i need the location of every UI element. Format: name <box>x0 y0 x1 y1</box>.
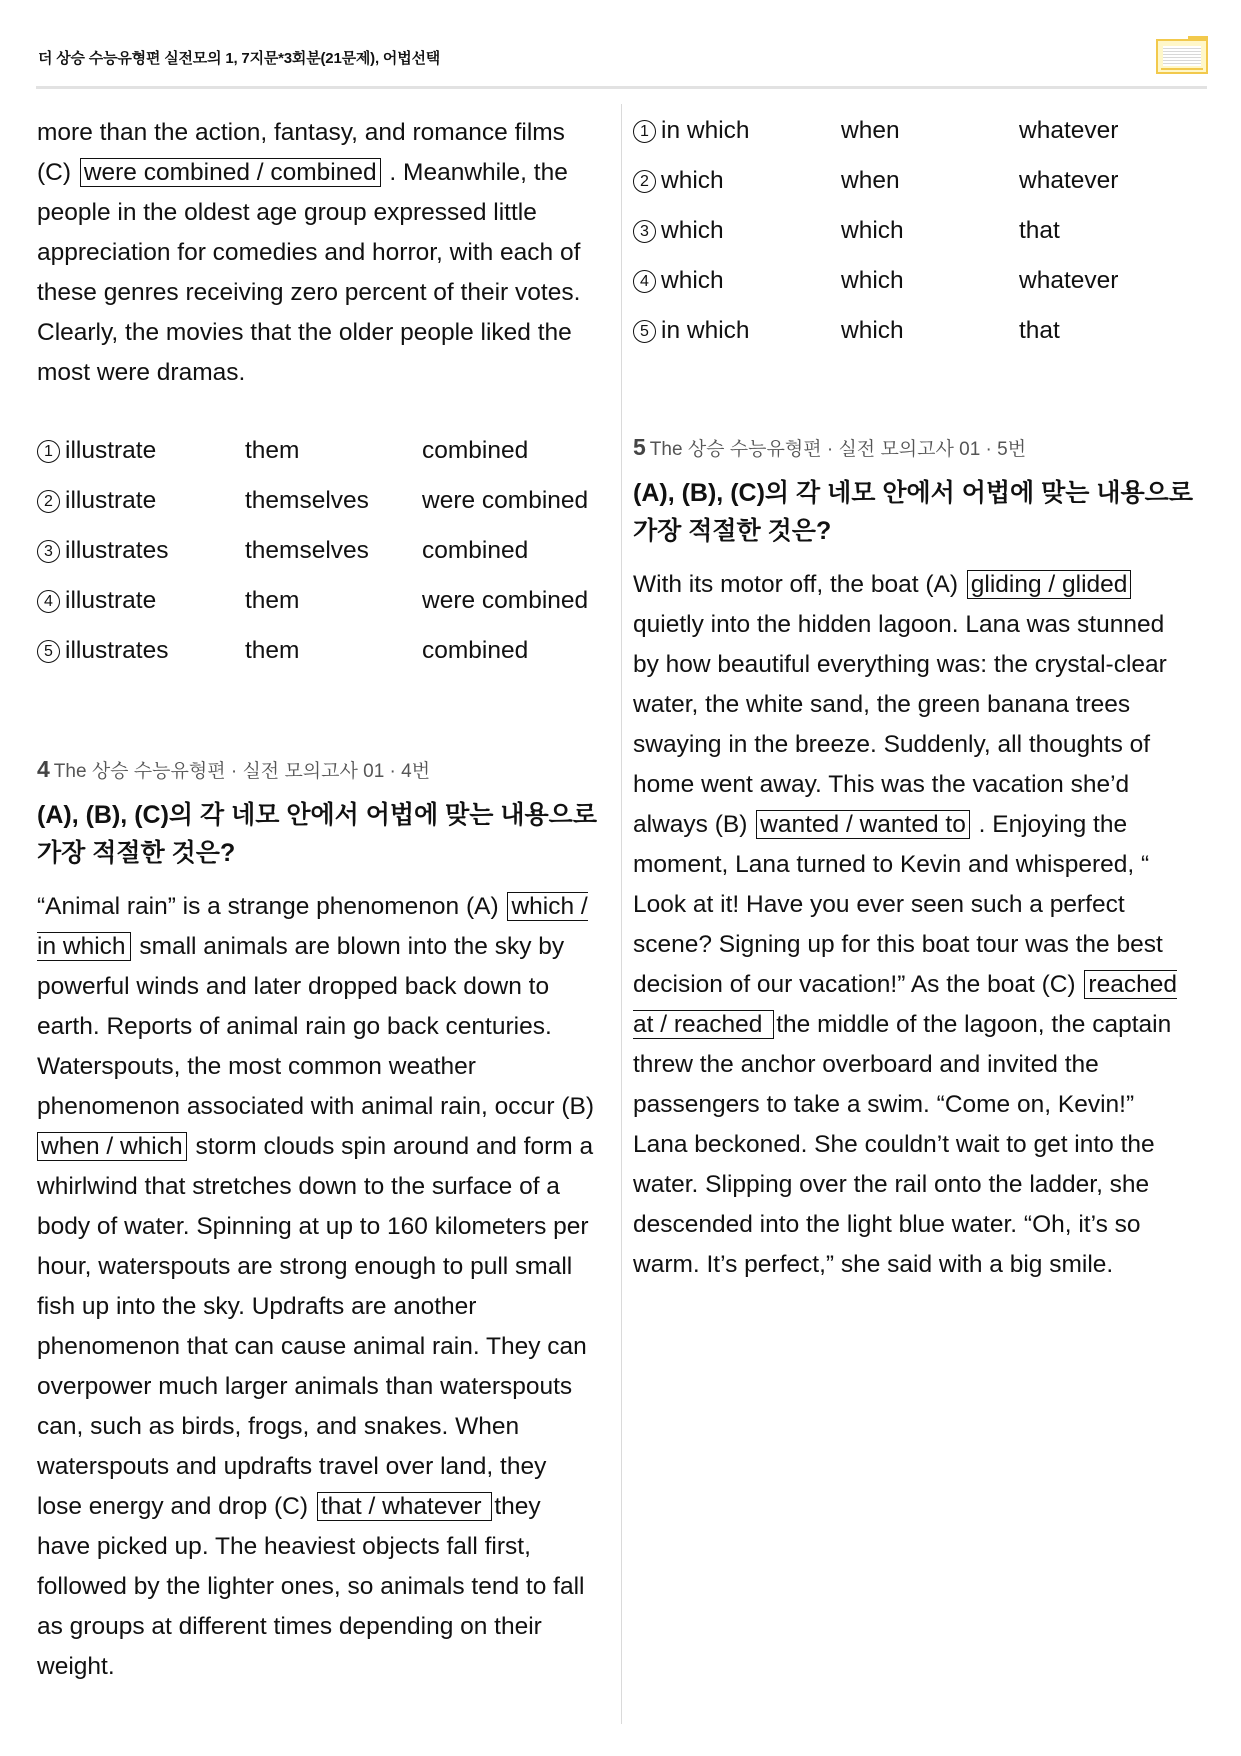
option-a: illustrate <box>65 487 157 514</box>
passage-line: Lana beckoned. She couldn’t wait to get into the <box>633 1131 1155 1158</box>
option-number-4: 4 <box>633 270 656 293</box>
option-c: were combined <box>422 587 589 614</box>
passage-line: quietly into the hidden lagoon. Lana was stunned <box>633 611 1165 638</box>
passage-line: phenomenon that can cause animal rain. They can <box>37 1333 587 1360</box>
passage-line: threw the anchor overboard and invited the <box>633 1051 1099 1078</box>
option-c: combined <box>422 437 529 464</box>
page-header-title: 더 상승 수능유형편 실전모의 1, 7지문*3회분(21문제), 어법선택 <box>38 50 441 67</box>
option-b: which <box>841 317 904 344</box>
passage-line: as groups at different times depending on their <box>37 1613 542 1640</box>
text: storm clouds spin around and form a <box>188 1133 594 1160</box>
passage-line: body of water. Spinning at up to 160 kilometers per <box>37 1213 589 1240</box>
option-a: illustrates <box>65 637 169 664</box>
option-number-1: 1 <box>37 440 60 463</box>
text: they <box>494 1493 541 1520</box>
q5-title-line1: (A), (B), (C)의 각 네모 안에서 어법에 맞는 내용으로 <box>633 479 1193 507</box>
passage-line: Clearly, the movies that the older people liked the <box>37 319 572 346</box>
passage-line: warm. It’s perfect,” she said with a big smile. <box>633 1251 1114 1278</box>
passage-line: Look at it! Have you ever seen such a perfect <box>633 891 1125 918</box>
option-number-3: 3 <box>633 220 656 243</box>
option-b: themselves <box>245 487 369 514</box>
answer-box-b[interactable]: wanted / wanted to <box>756 810 970 839</box>
question-number: 4 <box>37 756 50 782</box>
answer-box-c[interactable]: that / whatever <box>317 1492 493 1521</box>
option-a: in which <box>661 117 750 144</box>
passage-line: water. Slipping over the rail onto the ladder, she <box>633 1171 1150 1198</box>
passage-line: have picked up. The heaviest objects fall first, <box>37 1533 531 1560</box>
passage-line <box>633 970 1177 1000</box>
option-a: which <box>661 217 724 244</box>
option-c: whatever <box>1019 267 1119 294</box>
text: always (B) <box>633 811 755 838</box>
passage-line: these genres receiving zero percent of their votes. <box>37 279 581 306</box>
text: “Animal rain” is a strange phenomenon (A) <box>37 893 506 920</box>
passage-line: people in the oldest age group expressed little <box>37 199 537 226</box>
option-b: them <box>245 437 300 464</box>
passage-line: more than the action, fantasy, and romance films <box>37 119 565 146</box>
passage-line: waterspouts and updrafts travel over land, they <box>37 1453 547 1480</box>
document-thumbnail-icon <box>1156 39 1208 74</box>
option-b: them <box>245 587 300 614</box>
answer-box-a[interactable]: gliding / glided <box>967 570 1132 599</box>
passage-line: weight. <box>37 1653 115 1680</box>
option-b: themselves <box>245 537 369 564</box>
passage-line: whirlwind that stretches down to the surface of a <box>37 1173 560 1200</box>
option-a: which <box>661 167 724 194</box>
text: small animals are blown into the sky by <box>132 933 565 960</box>
passage-line: home went away. This was the vacation she’d <box>633 771 1130 798</box>
option-b: when <box>841 117 900 144</box>
option-c: combined <box>422 637 529 664</box>
option-c: that <box>1019 317 1060 344</box>
q5-source <box>633 434 1026 461</box>
answer-box-c[interactable]: were combined / combined <box>80 158 381 187</box>
answer-box-a-cont[interactable]: in which <box>37 932 131 961</box>
passage-line: descended into the light blue water. “Oh, it’s so <box>633 1211 1141 1238</box>
source-label: The 상승 수능유형편 · 실전 모의고사 01 · 5번 <box>649 439 1027 460</box>
option-a: in which <box>661 317 750 344</box>
passage-line: Waterspouts, the most common weather <box>37 1053 476 1080</box>
passage-line: followed by the lighter ones, so animals tend to fall <box>37 1573 585 1600</box>
q4-title-line2: 가장 적절한 것은? <box>37 839 236 867</box>
passage-line <box>633 1010 1171 1040</box>
passage-line: fish up into the sky. Updrafts are another <box>37 1293 477 1320</box>
text: lose energy and drop (C) <box>37 1493 315 1520</box>
passage-line: scene? Signing up for this boat tour was the best <box>633 931 1163 958</box>
passage-line: water, the white sand, the green banana trees <box>633 691 1131 718</box>
source-label: The 상승 수능유형편 · 실전 모의고사 01 · 4번 <box>53 761 431 782</box>
option-number-4: 4 <box>37 590 60 613</box>
option-number-1: 1 <box>633 120 656 143</box>
thumbnail-tab <box>1188 36 1208 41</box>
q5-title-line2: 가장 적절한 것은? <box>633 517 832 545</box>
option-b: when <box>841 167 900 194</box>
option-a: illustrate <box>65 437 157 464</box>
passage-line: passengers to take a swim. “Come on, Kevin!” <box>633 1091 1135 1118</box>
thumbnail-bar <box>1161 68 1203 70</box>
q4-source <box>37 756 430 783</box>
option-c: were combined <box>422 487 589 514</box>
option-c: whatever <box>1019 167 1119 194</box>
passage-line <box>37 892 588 922</box>
option-number-2: 2 <box>37 490 60 513</box>
passage-line: can, such as birds, frogs, and snakes. When <box>37 1413 520 1440</box>
option-number-3: 3 <box>37 540 60 563</box>
option-b: which <box>841 267 904 294</box>
option-number-5: 5 <box>633 320 656 343</box>
option-b: them <box>245 637 300 664</box>
q4-title-line1: (A), (B), (C)의 각 네모 안에서 어법에 맞는 내용으로 <box>37 801 597 829</box>
passage-line: (C) were combined / combined . Meanwhile, the <box>37 159 568 186</box>
option-number-2: 2 <box>633 170 656 193</box>
option-c: whatever <box>1019 117 1119 144</box>
text: the middle of the lagoon, the captain <box>776 1011 1172 1038</box>
passage-line: overpower much larger animals than waterspouts <box>37 1373 573 1400</box>
passage-line: moment, Lana turned to Kevin and whispered, “ <box>633 851 1150 878</box>
passage-line <box>37 1492 541 1522</box>
passage-line: phenomenon associated with animal rain, occur (B) <box>37 1093 594 1120</box>
passage-line <box>37 1132 593 1162</box>
option-a: which <box>661 267 724 294</box>
passage-line <box>37 932 564 962</box>
thumbnail-rows <box>1163 46 1201 66</box>
column-divider <box>621 104 622 1724</box>
answer-box-c[interactable]: reached <box>1084 970 1177 999</box>
passage-line: earth. Reports of animal rain go back centuries. <box>37 1013 552 1040</box>
passage-line: by how beautiful everything was: the crystal-clear <box>633 651 1167 678</box>
header-divider <box>36 86 1207 89</box>
passage-line: appreciation for comedies and horror, with each of <box>37 239 581 266</box>
option-number-5: 5 <box>37 640 60 663</box>
passage-line: most were dramas. <box>37 359 246 386</box>
passage-line: hour, waterspouts are strong enough to pull small <box>37 1253 573 1280</box>
option-a: illustrate <box>65 587 157 614</box>
text: . Enjoying the <box>971 811 1128 838</box>
passage-line <box>633 810 1127 840</box>
text: decision of our vacation!” As the boat (C) <box>633 971 1083 998</box>
option-c: combined <box>422 537 529 564</box>
answer-box-c-cont[interactable]: at / reached <box>633 1010 774 1039</box>
option-c: that <box>1019 217 1060 244</box>
passage-line: swaying in the breeze. Suddenly, all thoughts of <box>633 731 1151 758</box>
passage-line: powerful winds and later dropped back down to <box>37 973 550 1000</box>
passage-line <box>633 570 1133 600</box>
answer-box-b[interactable]: when / which <box>37 1132 187 1161</box>
option-a: illustrates <box>65 537 169 564</box>
text: With its motor off, the boat (A) <box>633 571 965 598</box>
option-b: which <box>841 217 904 244</box>
question-number: 5 <box>633 434 646 460</box>
answer-box-a[interactable]: which / <box>507 892 587 921</box>
